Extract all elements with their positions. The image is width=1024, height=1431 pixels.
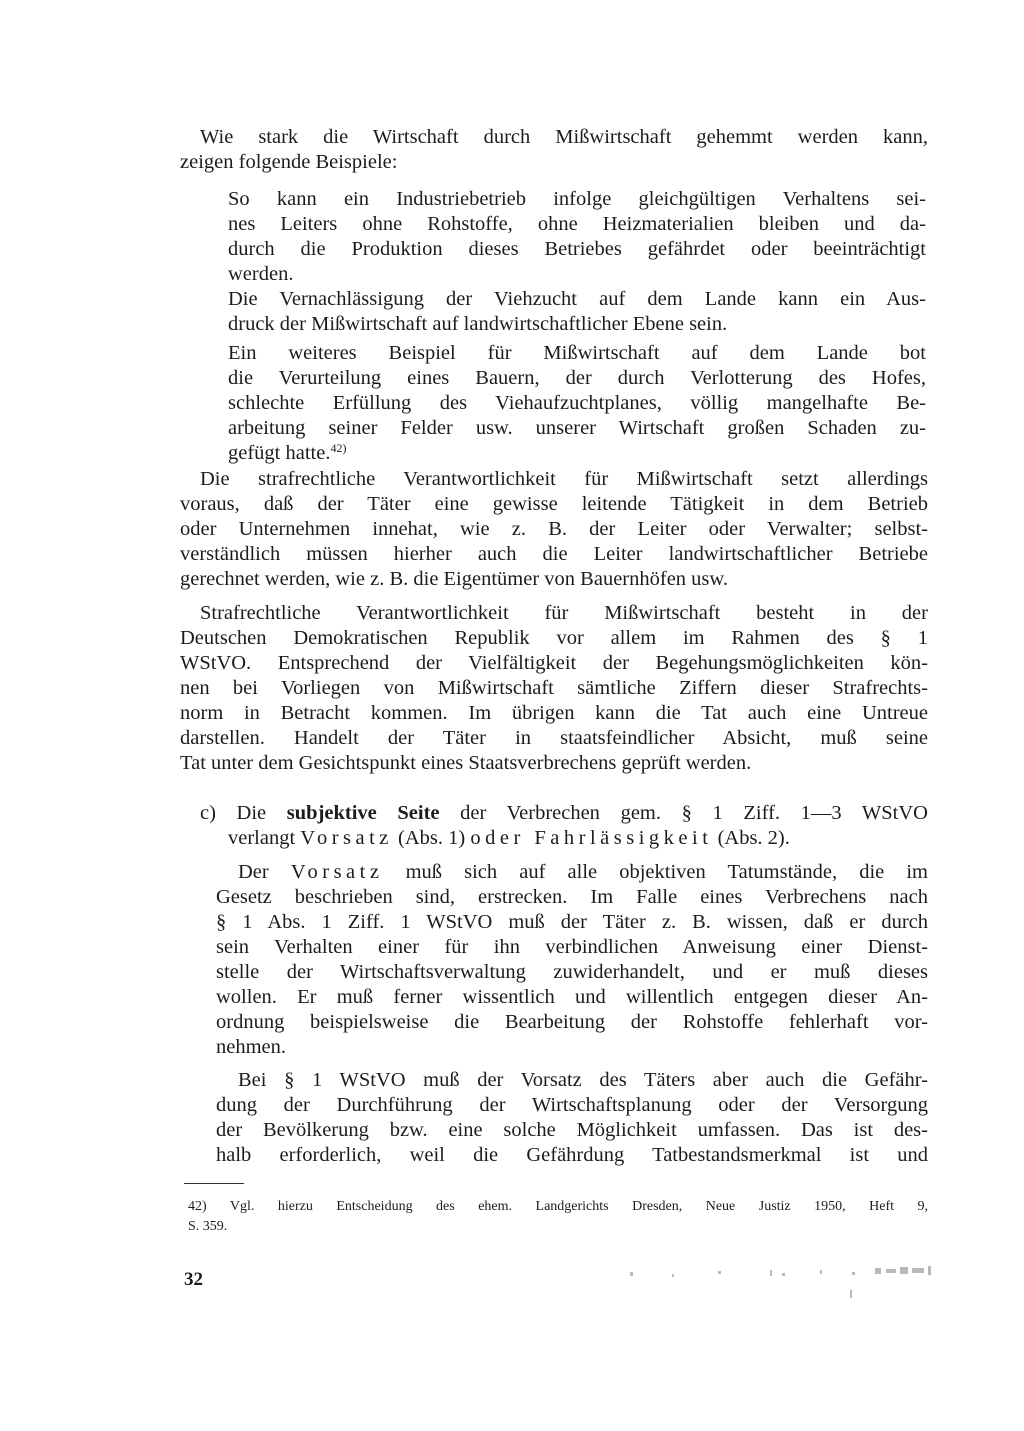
text-line: wollen. Er muß ferner wissentlich und willentlich entgegen dieser An-	[216, 986, 928, 1008]
text-line: durch die Produktion dieses Betriebes gefährdet oder beeinträchtigt	[228, 238, 926, 260]
text-line: ordnung beispielsweise die Bearbeitung der Rohstoffe fehlerhaft vor-	[216, 1011, 928, 1033]
text-line: WStVO. Entsprechend der Vielfältigkeit der Begehungsmöglichkeiten kön-	[180, 652, 928, 674]
emphasis-spaced: Vorsatz	[290, 861, 384, 883]
text-line: Bei § 1 WStVO muß der Vorsatz des Täters aber auch die Gefähr-	[238, 1069, 928, 1091]
text-line: werden.	[228, 263, 294, 285]
text-line	[238, 860, 928, 885]
text-line: Gesetz beschrieben sind, erstrecken. Im Falle eines Verbrechens nach	[216, 886, 928, 908]
text-line	[228, 441, 346, 466]
emphasis-spaced: oder Fahrlässigkeit	[470, 827, 713, 849]
text-line: Deutschen Demokratischen Republik vor allem im Rahmen des § 1	[180, 627, 928, 649]
text-line: nen bei Vorliegen von Mißwirtschaft sämtliche Ziffern dieser Strafrechts-	[180, 677, 928, 699]
text-span: Der	[238, 861, 291, 883]
footnote-separator	[184, 1183, 244, 1184]
text-line: arbeitung seiner Felder usw. unserer Wirtschaft großen Schaden zu-	[228, 417, 926, 439]
text-line	[228, 826, 790, 851]
text-line: So kann ein Industriebetrieb infolge gleichgültigen Verhaltens sei-	[228, 188, 926, 210]
text-line: zeigen folgende Beispiele:	[180, 151, 398, 173]
text-line: darstellen. Handelt der Täter in staatsfeindlicher Absicht, muß seine	[180, 727, 928, 749]
text-line: § 1 Abs. 1 Ziff. 1 WStVO muß der Täter z. B. wissen, daß er durch	[216, 911, 928, 933]
text-line: verständlich müssen hierher auch die Leiter landwirtschaftlicher Betriebe	[180, 543, 928, 565]
text-line	[200, 801, 928, 826]
page-number: 32	[184, 1269, 203, 1290]
scan-bleed-through	[620, 1258, 950, 1308]
emphasis-spaced: Vorsatz	[300, 827, 393, 849]
text-line: Die strafrechtliche Verantwortlichkeit für Mißwirtschaft setzt allerdings	[200, 468, 928, 490]
text-span: gefügt hatte.	[228, 442, 331, 464]
text-line: schlechte Erfüllung des Viehaufzuchtplanes, völlig mangelhafte Be-	[228, 392, 926, 414]
text-span: (Abs. 2).	[712, 827, 790, 849]
footnote-line: S. 359.	[188, 1219, 228, 1234]
text-line: die Verurteilung eines Bauern, der durch Verlotterung des Hofes,	[228, 367, 926, 389]
text-line: der Bevölkerung bzw. eine solche Möglichkeit umfassen. Das ist des-	[216, 1119, 928, 1141]
text-line: nes Leiters ohne Rohstoffe, ohne Heizmaterialien bleiben und da-	[228, 213, 926, 235]
text-line: dung der Durchführung der Wirtschaftsplanung oder der Versorgung	[216, 1094, 928, 1116]
text-line: oder Unternehmen innehat, wie z. B. der Leiter oder Verwalter; selbst-	[180, 518, 928, 540]
text-line: voraus, daß der Täter eine gewisse leitende Tätigkeit in dem Betrieb	[180, 493, 928, 515]
text-line: nehmen.	[216, 1036, 287, 1058]
text-span: c) Die	[200, 802, 287, 824]
text-span: (Abs. 1)	[392, 827, 471, 849]
footnote-reference: 42)	[330, 441, 347, 455]
text-span: verlangt	[228, 827, 301, 849]
text-line: halb erforderlich, weil die Gefährdung Tatbestandsmerkmal ist und	[216, 1144, 928, 1166]
text-line: sein Verhalten einer für ihn verbindlichen Anweisung einer Dienst-	[216, 936, 928, 958]
text-line: Ein weiteres Beispiel für Mißwirtschaft auf dem Lande bot	[228, 342, 926, 364]
text-span: der Verbrechen gem. § 1 Ziff. 1—3 WStVO	[439, 802, 928, 824]
text-line: gerechnet werden, wie z. B. die Eigentümer von Bauernhöfen usw.	[180, 568, 728, 590]
text-line: Die Vernachlässigung der Viehzucht auf dem Lande kann ein Aus-	[228, 288, 926, 310]
text-line: Wie stark die Wirtschaft durch Mißwirtschaft gehemmt werden kann,	[200, 126, 928, 148]
footnote-line: 42) Vgl. hierzu Entscheidung des ehem. Landgerichts Dresden, Neue Justiz 1950, Heft 9,	[188, 1199, 928, 1214]
emphasis-bold: subjektive Seite	[286, 802, 440, 824]
text-line: stelle der Wirtschaftsverwaltung zuwiderhandelt, und er muß dieses	[216, 961, 928, 983]
text-span: muß sich auf alle objektiven Tatumstände, die im	[383, 861, 928, 883]
text-line: Strafrechtliche Verantwortlichkeit für Mißwirtschaft besteht in der	[200, 602, 928, 624]
text-line: norm in Betracht kommen. Im übrigen kann die Tat auch eine Untreue	[180, 702, 928, 724]
text-line: druck der Mißwirtschaft auf landwirtschaftlicher Ebene sein.	[228, 313, 728, 335]
text-line: Tat unter dem Gesichtspunkt eines Staatsverbrechens geprüft werden.	[180, 752, 752, 774]
